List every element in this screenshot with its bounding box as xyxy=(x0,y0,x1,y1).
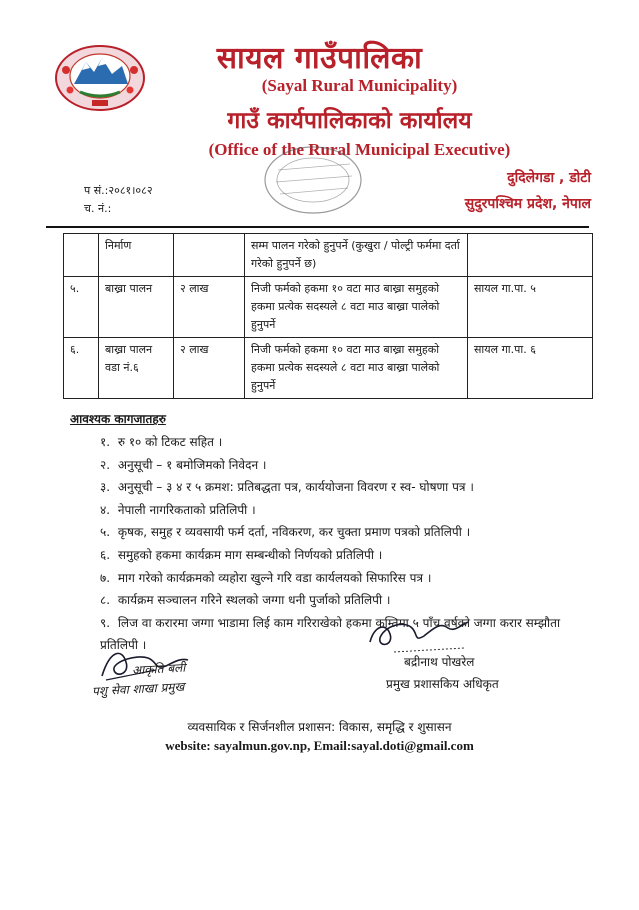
list-item xyxy=(100,521,600,544)
office-name-english: (Sayal Rural Municipality) xyxy=(261,76,458,95)
item-text: समुहको हकमा कार्यक्रम माग सम्बन्धीको निर्णयको प्रतिलिपी । xyxy=(117,547,383,562)
footer-contact: website: sayalmun.gov.np, Email:sayal.doti@gmail.com xyxy=(165,738,474,753)
item-number: ८. xyxy=(100,593,111,608)
cell-sn xyxy=(64,234,99,277)
dispatch-number: च. नं.: xyxy=(84,202,112,215)
cell-program: बाख्रा पालन वडा नं.६ xyxy=(99,338,174,399)
reference-number: प सं.:२०८१।०८२ xyxy=(84,184,153,197)
address-line-1: दुदिलेगडा , डोटी xyxy=(507,170,591,186)
item-text: कृषक, समुह र व्यवसायी फर्म दर्ता, नविकरण, कर चुक्ता प्रमाण पत्रको प्रतिलिपी । xyxy=(117,525,471,540)
item-text: कार्यक्रम सञ्चालन गरिने स्थलको जग्गा धनी पुर्जाको प्रतिलिपी । xyxy=(117,593,391,608)
cell-amount: २ लाख xyxy=(174,277,245,338)
cell-program: निर्माण xyxy=(99,234,174,277)
cell-amount: २ लाख xyxy=(174,338,245,399)
list-item xyxy=(100,454,600,477)
program-table xyxy=(63,233,593,399)
documents-title: आवश्यक कागजातहरु xyxy=(70,412,166,426)
item-text: नेपाली नागरिकताको प्रतिलिपी । xyxy=(117,502,256,517)
address-block xyxy=(465,165,591,217)
list-item xyxy=(100,589,600,612)
list-item xyxy=(100,499,600,522)
list-item xyxy=(100,431,600,454)
item-text: रु १० को टिकट सहित । xyxy=(117,435,223,449)
cell-location: सायल गा.पा. ६ xyxy=(468,338,593,399)
list-item xyxy=(100,544,600,567)
reference-block xyxy=(84,182,153,218)
executive-office-nepali: गाउँ कार्यपालिकाको कार्यालय xyxy=(227,108,472,134)
table-row xyxy=(64,338,593,399)
item-number: ४. xyxy=(100,502,111,517)
cell-location: सायल गा.पा. ५ xyxy=(468,277,593,338)
right-signatory-title: प्रमुख प्रशासकिय अधिकृत xyxy=(386,677,499,691)
cell-location xyxy=(468,234,593,277)
item-number: ९. xyxy=(100,615,111,630)
executive-office-english: (Office of the Rural Municipal Executive) xyxy=(208,140,511,159)
table-row xyxy=(64,277,593,338)
item-number: ७. xyxy=(100,570,111,585)
cell-program: बाख्रा पालन xyxy=(99,277,174,338)
cell-amount xyxy=(174,234,245,277)
required-documents xyxy=(70,410,600,657)
office-name-nepali: सायल गाउँपालिका xyxy=(216,41,423,76)
cell-condition: सम्म पालन गरेको हुनुपर्ने (कुखुरा / पोल्ट्री फर्ममा दर्ता गरेको हुनुपर्ने छ) xyxy=(245,234,468,277)
item-number: ३. xyxy=(100,480,111,495)
left-signatory-title: पशु सेवा शाखा प्रमुख xyxy=(91,679,185,699)
item-text: अनुसूची – ३ ४ र ५ क्रमश: प्रतिबद्धता पत्र, कार्ययोजना विवरण र स्व- घोषणा पत्र । xyxy=(117,480,474,495)
item-number: ६. xyxy=(100,547,111,562)
header-divider xyxy=(46,226,589,228)
item-number: २. xyxy=(100,457,111,472)
right-signatory-name: बद्रीनाथ पोखरेल xyxy=(404,655,475,669)
cell-condition: निजी फर्मको हकमा १० वटा माउ बाख्रा समुहको हकमा प्रत्येक सदस्यले ८ वटा माउ बाख्रा पालेको हुनुपर्ने xyxy=(245,338,468,399)
table-row xyxy=(64,234,593,277)
left-signatory-name: आकृति बली xyxy=(131,660,186,678)
cell-condition: निजी फर्मको हकमा १० वटा माउ बाख्रा समुहको हकमा प्रत्येक सदस्यले ८ वटा माउ बाख्रा पालेको हुनुपर्ने xyxy=(245,277,468,338)
address-line-2: सुदुरपश्चिम प्रदेश, नेपाल xyxy=(464,196,591,212)
footer-slogan: व्यवसायिक र सिर्जनशील प्रशासन: विकास, समृद्धि र शुसासन xyxy=(187,720,452,734)
item-text: अनुसूची – १ बमोजिमको निवेदन । xyxy=(117,457,267,472)
list-item xyxy=(100,476,600,499)
documents-list xyxy=(100,431,600,657)
cell-sn: ५. xyxy=(64,277,99,338)
item-number: १. xyxy=(100,435,111,449)
item-text: माग गरेको कार्यक्रमको व्यहोरा खुल्ने गरि वडा कार्यलयको सिफारिस पत्र । xyxy=(117,570,432,585)
item-text: लिज वा करारमा जग्गा भाडामा लिई काम गरिराखेको हकमा कम्तिमा ५ पाँच वर्षको जग्गा करार सम्झौता प्रतिलिपी । xyxy=(100,615,561,653)
right-signature-scribble xyxy=(364,608,474,656)
item-number: ५. xyxy=(100,525,111,540)
office-stamp xyxy=(258,140,368,218)
list-item xyxy=(100,567,600,590)
cell-sn: ६. xyxy=(64,338,99,399)
